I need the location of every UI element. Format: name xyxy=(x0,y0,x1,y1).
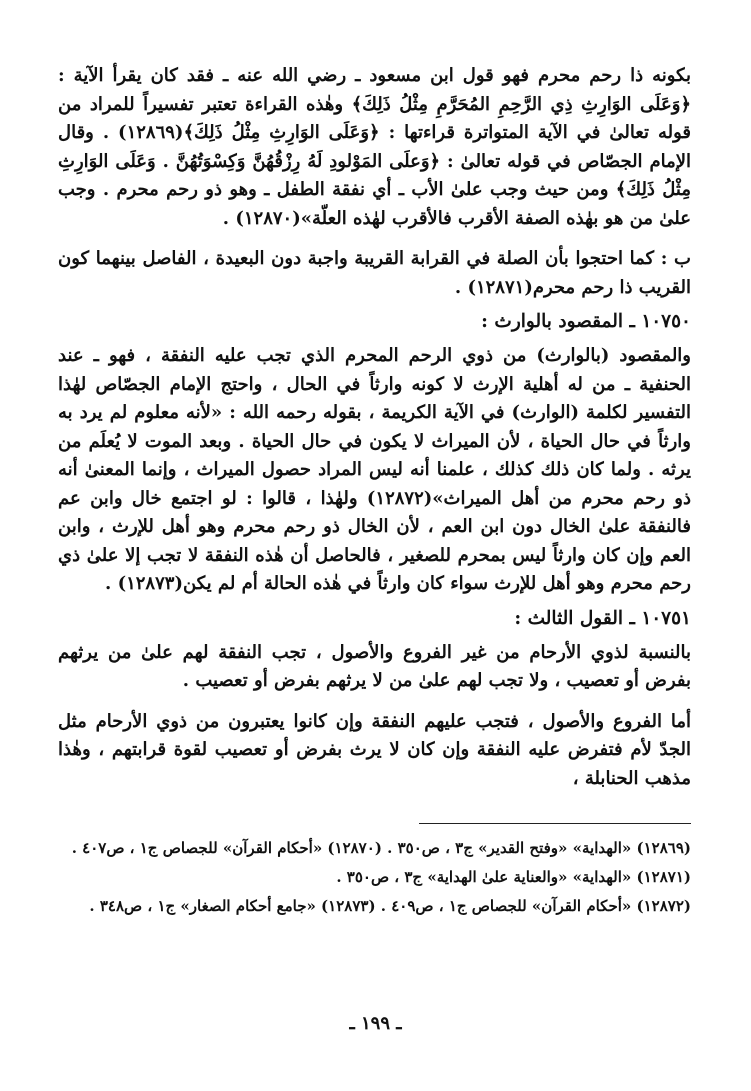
footnote-line-3: (١٢٨٧٢) «أحكام القرآن» للجصاص ج١ ، ص٤٠٩ . (١٢٨٧٣) «جامع أحكام الصغار» ج١ ، ص٣٤٨ . xyxy=(89,897,691,915)
body-paragraph-5: أما الفروع والأصول ، فتجب عليهم النفقة وإن كانوا يعتبرون من ذوي الأرحام مثل الجدّ لأم فتفرض عليه النفقة وإن كان لا يرث بفرض أو تعصيب لقوة قرابتهم ، وهٰذا مذهب الحنابلة ، xyxy=(58,710,691,789)
footnote-line-2: (١٢٨٧١) «الهداية» «والعناية علىٰ الهداية» ج٣ ، ص٣٥٠ . xyxy=(336,868,691,886)
body-paragraph-4: بالنسبة لذوي الأرحام من غير الفروع والأصول ، تجب النفقة لهم علىٰ من يرثهم بفرض أو تعصيب ، ولا تجب لهم علىٰ من لا يرثهم بفرض أو تعصيب . xyxy=(58,641,691,691)
section-heading-10750: ١٠٧٥٠ ـ المقصود بالوارث : xyxy=(481,311,691,332)
body-paragraph-3: والمقصود (بالوارث) من ذوي الرحم المحرم الذي تجب عليه النفقة ، فهو ـ عند الحنفية ـ من له أهلية الإرث لا كونه وارثاً في الحال ، واحتج الإمام الجصّاص لهٰذا التفسير لكلمة (الوارث) في الآية الكريمة ، بقوله رحمه الله : «لأنه معلوم لم يرد به وارثاً في حال الحياة ، لأن الميراث لا يكون في حال الحياة . وبعد الموت لا يُعلَم من يرثه . ولما كان ذلك كذلك ، علمنا أنه ليس المراد حصول الميراث ، وإنما المعنىٰ أنه ذو رحم محرم من أهل الميراث»(١٢٨٧٢) ولهٰذا ، قالوا : لو اجتمع خال وابن عم فالنفقة علىٰ الخال دون ابن العم ، لأن الخال ذو رحم محرم وهو أهل للإرث ، وابن العم وإن كان وارثاً ليس بمحرم للصغير ، فالحاصل أن هٰذه النفقة لا تجب إلا علىٰ ذي رحم محرم وهو أهل للإرث سواء كان وارثاً في هٰذه الحالة أم لم يكن(١٢٨٧٣) . xyxy=(58,345,691,594)
footnote-line-1: (١٢٨٦٩) «الهداية» «وفتح القدير» ج٣ ، ص٣٥٠ . (١٢٨٧٠) «أحكام القرآن» للجصاص ج١ ، ص٤٠٧ . xyxy=(71,839,691,857)
section-heading-10751: ١٠٧٥١ ـ القول الثالث : xyxy=(514,607,691,629)
footnote-divider xyxy=(419,823,691,824)
body-paragraph-2: ب : كما احتجوا بأن الصلة في القرابة القريبة واجبة دون البعيدة ، الفاصل بينهما كون القريب ذا رحم محرم(١٢٨٧١) . xyxy=(58,248,691,298)
page-number: ـ ١٩٩ ـ xyxy=(349,1013,402,1034)
paragraph-gap xyxy=(58,233,691,245)
body-paragraph-1: بكونه ذا رحم محرم فهو قول ابن مسعود ـ رضي الله عنه ـ فقد كان يقرأ الآية : ﴿وَعَلَى الوَارِثِ ذِي الرَّحِمِ المُحَرَّمِ مِثْلُ ذَلِكَ﴾ وهٰذه القراءة تعتبر تفسيراً للمراد من قوله تعالىٰ في الآية المتواترة قراءتها : ﴿وَعَلَى الوَارِثِ مِثْلُ ذَلِكَ﴾(١٢٨٦٩) . وقال الإمام الجصّاص في قوله تعالىٰ : ﴿وَعلَى المَوْلودِ لَهُ رِزْقُهُنَّ وَكِسْوَتُهُنَّ . وَعَلَى الوَارِثِ مِثْلُ ذَلِكَ﴾ ومن حيث وجب علىٰ الأب ـ أي نفقة الطفل ـ وهو ذو رحم محرم . وجب علىٰ من هو بهٰذه الصفة الأقرب فالأقرب لهٰذه العلّة»(١٢٨٧٠) . xyxy=(58,65,691,229)
paragraph-gap xyxy=(58,696,691,708)
